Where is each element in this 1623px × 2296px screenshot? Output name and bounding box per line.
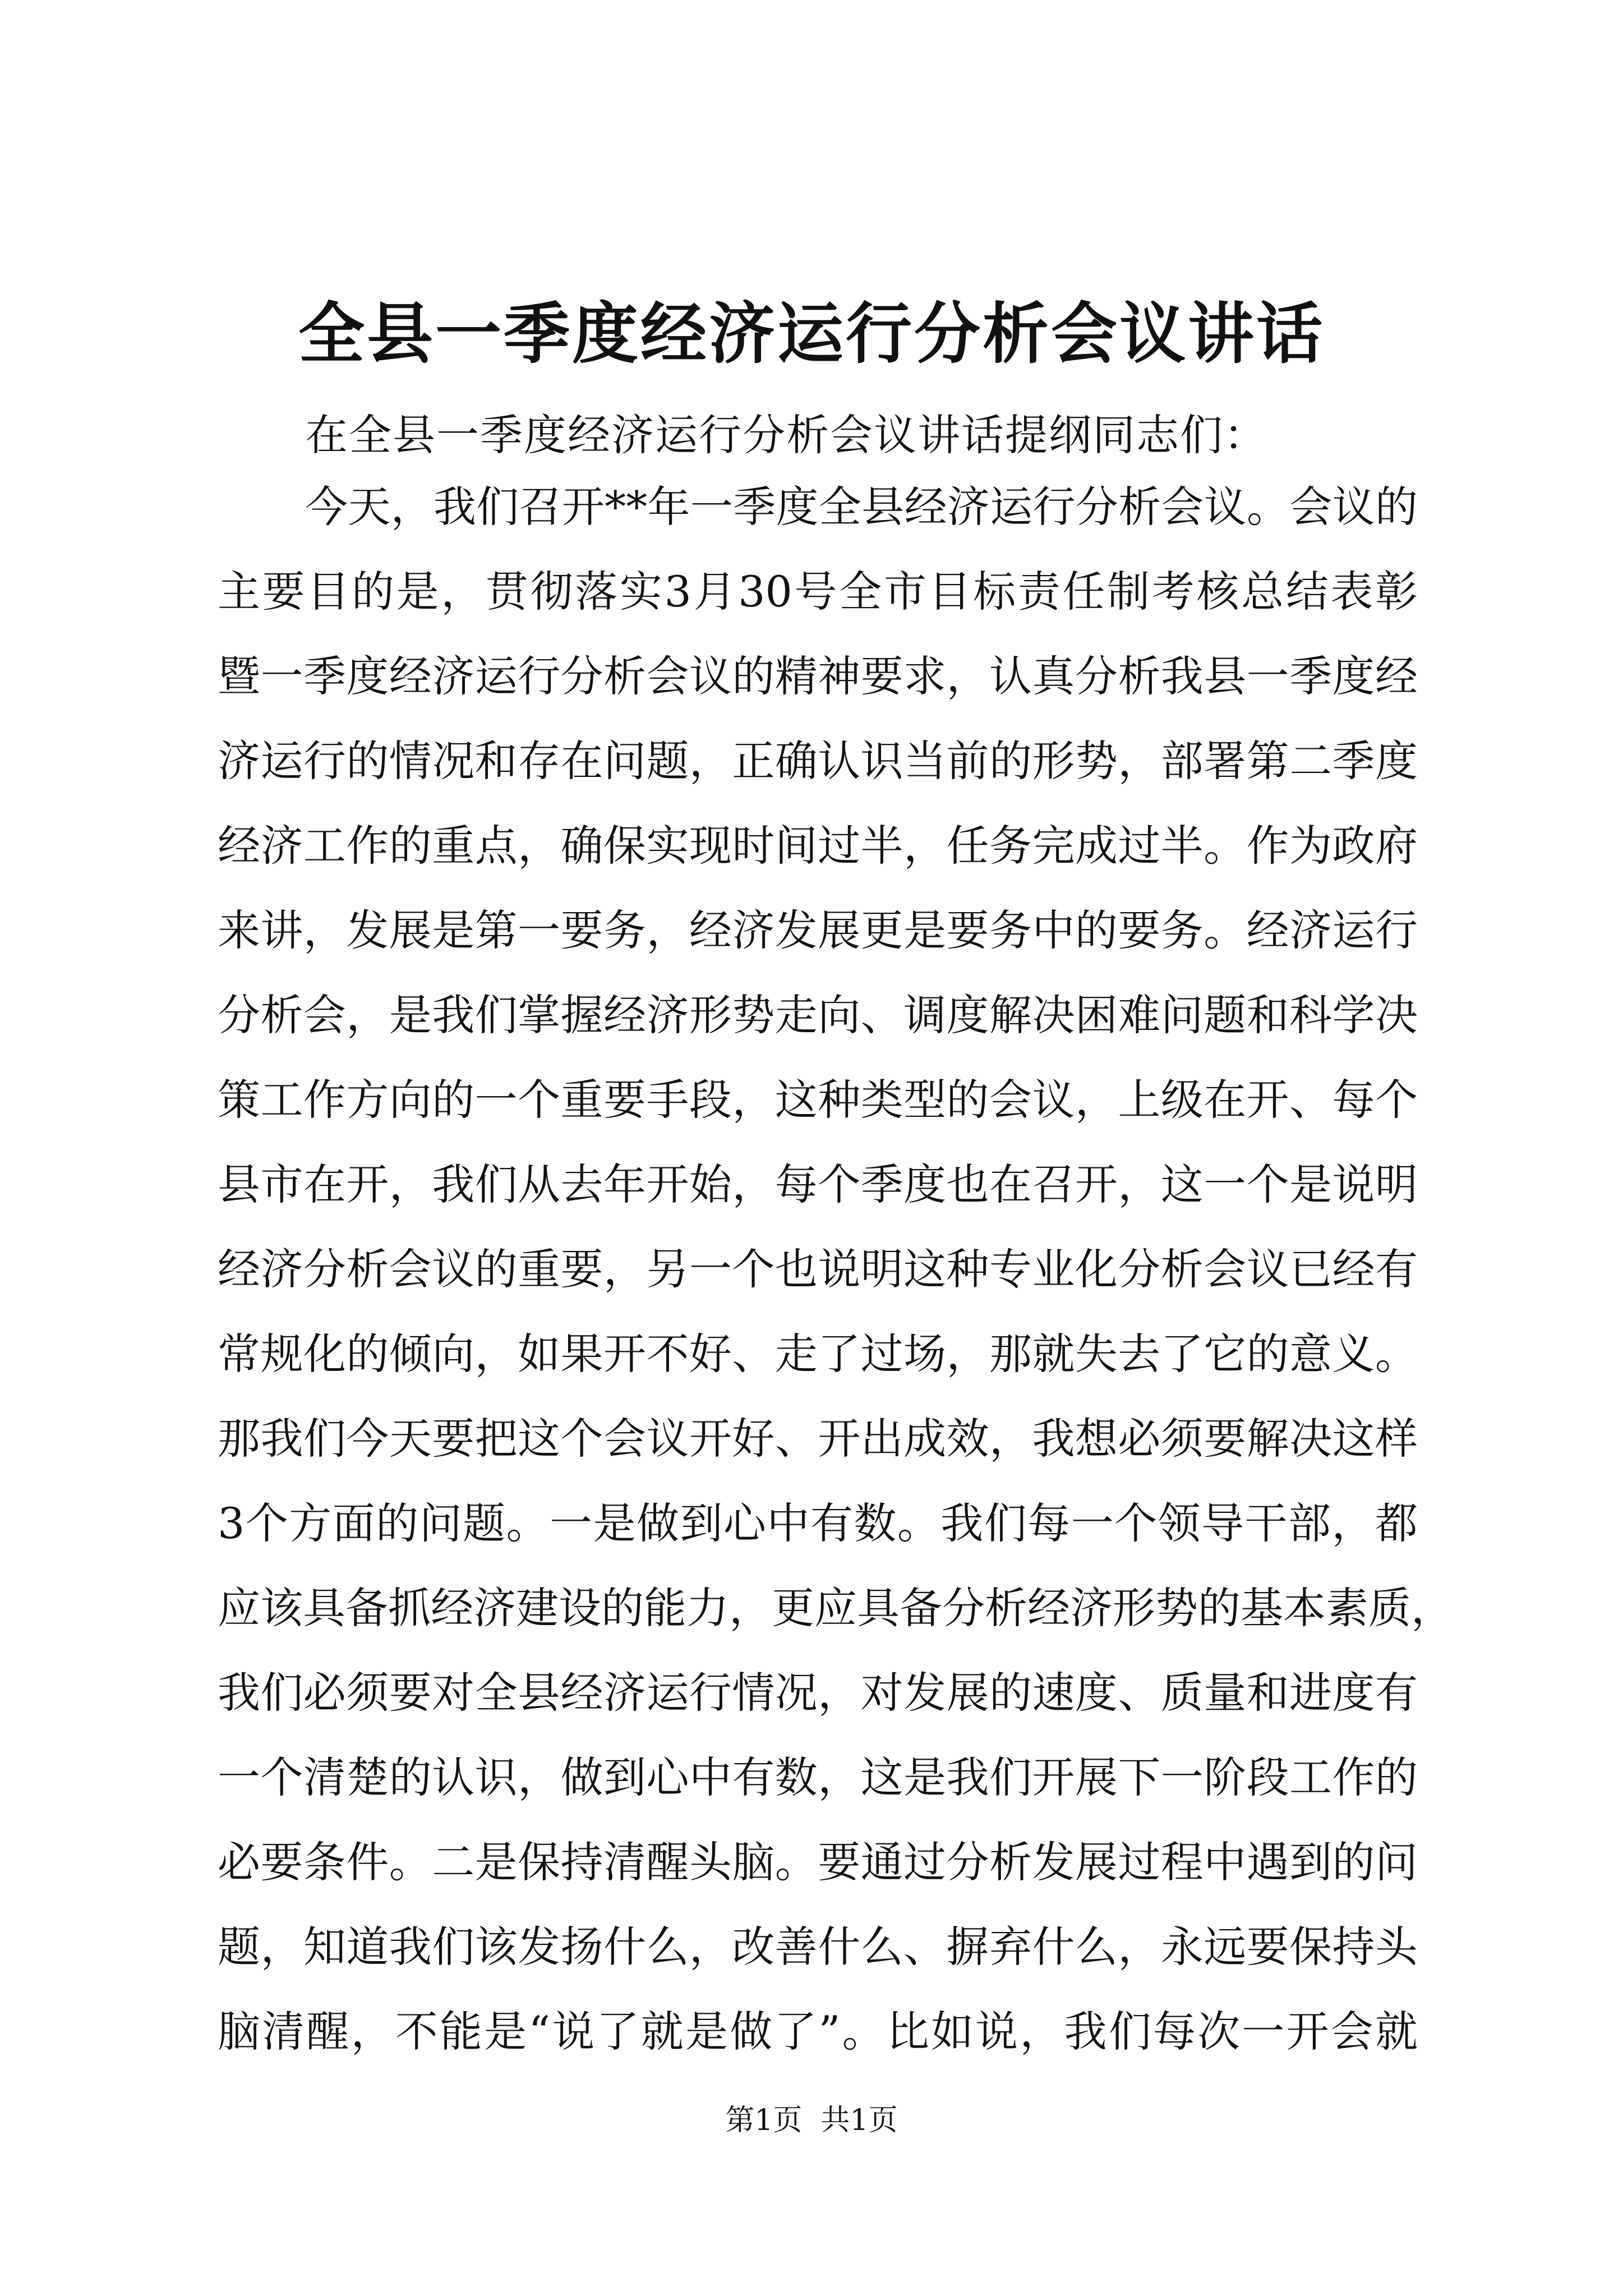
body-line: 今天，我们召开**年一季度全县经济运行分析会议。会议的: [305, 482, 1418, 532]
body-line: 主要目的是，贯彻落实3月30号全市目标责任制考核总结表彰: [218, 567, 1418, 616]
body-line: 分析会，是我们掌握经济形势走向、调度解决困难问题和科学决: [218, 990, 1418, 1040]
body-line: 应该具备抓经济建设的能力，更应具备分析经济形势的基本素质，: [218, 1583, 1454, 1633]
body-line: 题，知道我们该发扬什么，改善什么、摒弃什么，永远要保持头: [218, 1922, 1418, 1972]
body-paragraph: [218, 464, 1454, 2074]
body-line: 必要条件。二是保持清醒头脑。要通过分析发展过程中遇到的问: [218, 1837, 1418, 1887]
lead-paragraph: 在全县一季度经济运行分析会议讲话提纲同志们：: [305, 410, 1267, 460]
body-line: 策工作方向的一个重要手段，这种类型的会议，上级在开、每个: [218, 1075, 1418, 1125]
body-line: 暨一季度经济运行分析会议的精神要求，认真分析我县一季度经: [218, 651, 1418, 701]
body-line: 我们必须要对全县经济运行情况，对发展的速度、质量和进度有: [218, 1668, 1418, 1718]
body-line: 3个方面的问题。一是做到心中有数。我们每一个领导干部，都: [218, 1498, 1418, 1548]
body-line: 经济工作的重点，确保实现时间过半，任务完成过半。作为政府: [218, 821, 1418, 871]
document-title: 全县一季度经济运行分析会议讲话: [298, 295, 1325, 372]
page-number: 第1页 共1页: [725, 2104, 898, 2137]
body-line: 一个清楚的认识，做到心中有数，这是我们开展下一阶段工作的: [218, 1752, 1418, 1802]
body-line: 来讲，发展是第一要务，经济发展更是要务中的要务。经济运行: [218, 905, 1418, 955]
body-line: 济运行的情况和存在问题，正确认识当前的形势，部署第二季度: [218, 736, 1418, 786]
body-line: 县市在开，我们从去年开始，每个季度也在召开，这一个是说明: [218, 1159, 1418, 1209]
page-footer: [0, 2101, 1623, 2140]
body-line: 那我们今天要把这个会议开好、开出成效，我想必须要解决这样: [218, 1414, 1418, 1464]
body-line: 经济分析会议的重要，另一个也说明这种专业化分析会议已经有: [218, 1244, 1418, 1294]
body-line: 常规化的倾向，如果开不好、走了过场，那就失去了它的意义。: [218, 1329, 1418, 1379]
body-line: 脑清醒，不能是“说了就是做了”。比如说，我们每次一开会就: [218, 2007, 1418, 2056]
